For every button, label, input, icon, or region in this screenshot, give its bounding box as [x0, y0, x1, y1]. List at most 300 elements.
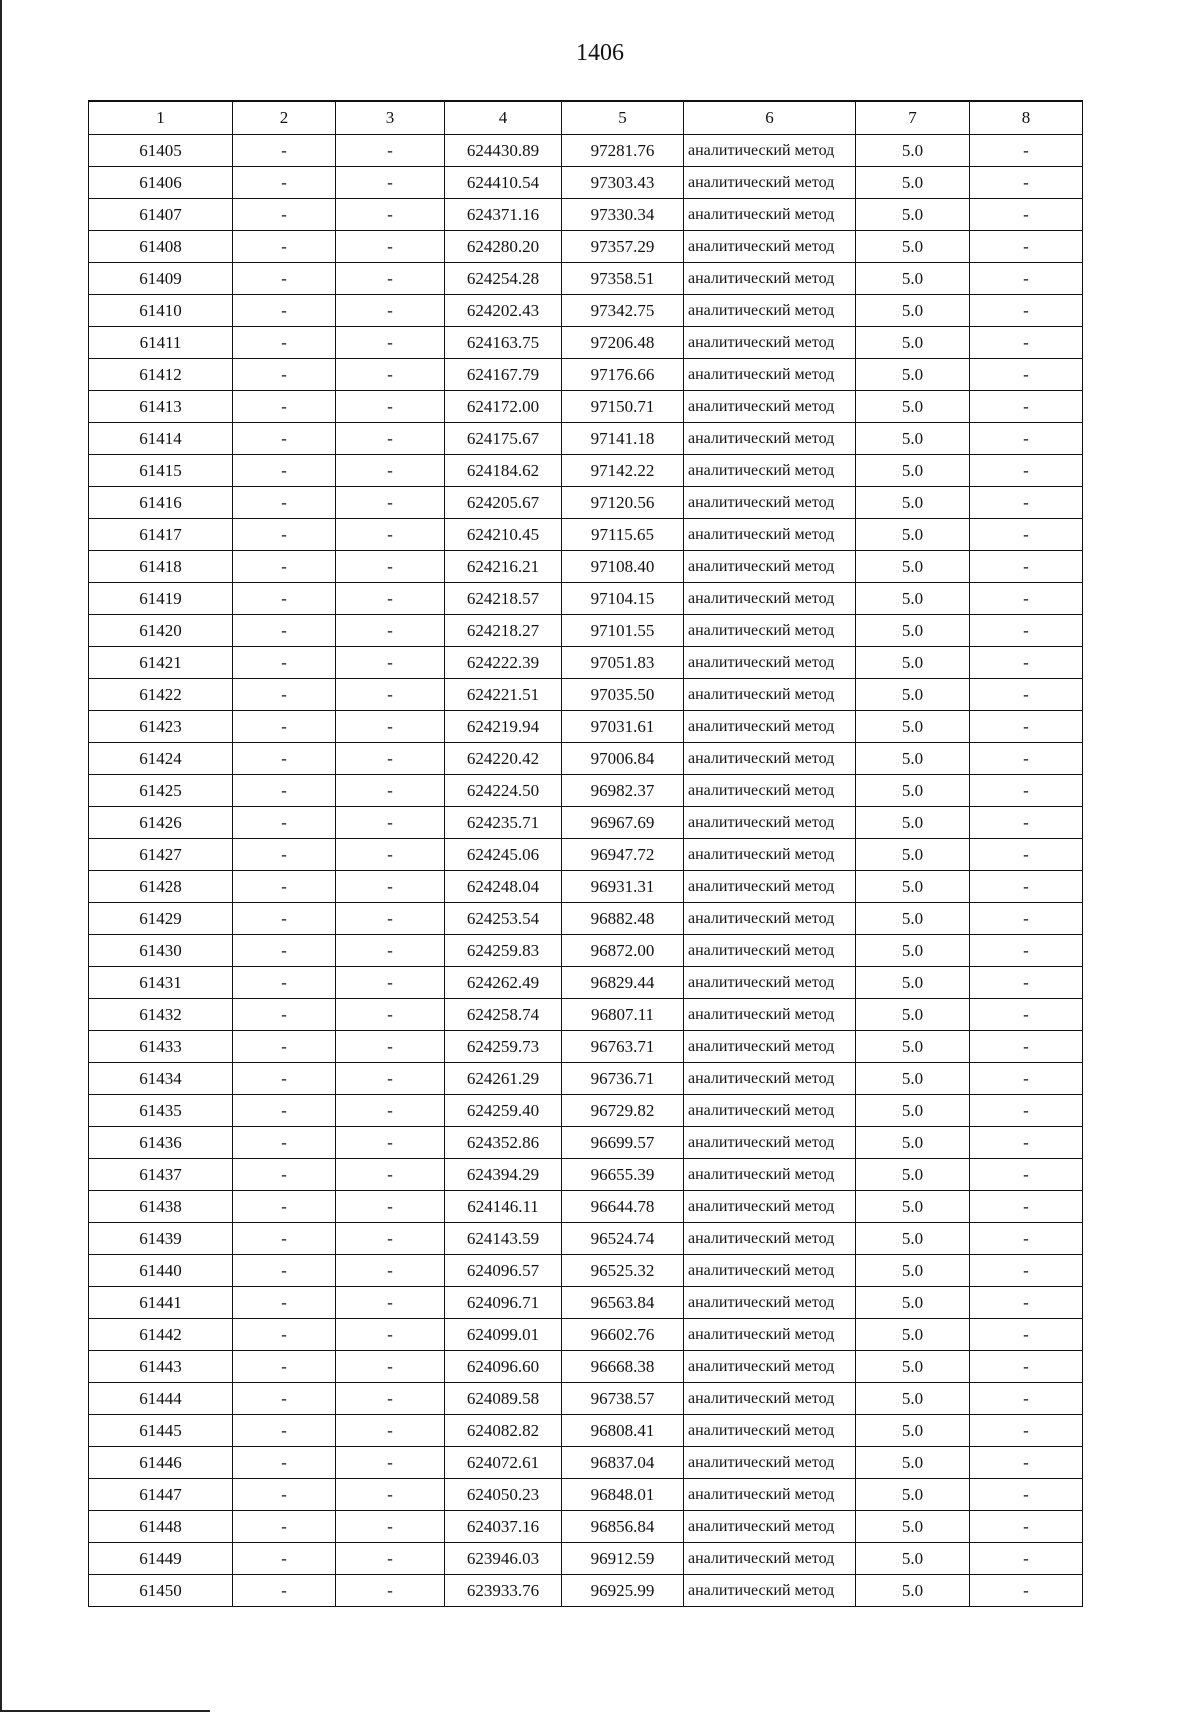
scan-edge-left — [0, 0, 2, 1712]
coordinate-y-cell: 96655.39 — [562, 1159, 684, 1191]
table-row — [89, 487, 1083, 519]
coordinate-x-cell: 623933.76 — [445, 1575, 562, 1607]
method-cell: аналитический метод — [684, 1127, 856, 1159]
coordinate-y-cell: 96837.04 — [562, 1447, 684, 1479]
col-2-value-cell: - — [233, 1287, 336, 1319]
method-cell: аналитический метод — [684, 583, 856, 615]
col-8-value-cell: - — [970, 1543, 1083, 1575]
col-8-value-cell: - — [970, 583, 1083, 615]
method-cell: аналитический метод — [684, 1511, 856, 1543]
coordinate-y-cell: 97120.56 — [562, 487, 684, 519]
col-8-value-cell: - — [970, 871, 1083, 903]
col-8-value-cell: - — [970, 1351, 1083, 1383]
accuracy-value-cell: 5.0 — [856, 839, 970, 871]
table-row — [89, 359, 1083, 391]
col-3-value-cell: - — [336, 871, 445, 903]
col-3-value-cell: - — [336, 1127, 445, 1159]
col-8-value-cell: - — [970, 679, 1083, 711]
col-8-value-cell: - — [970, 359, 1083, 391]
table-row — [89, 1255, 1083, 1287]
col-2-value-cell: - — [233, 1447, 336, 1479]
col-8-value-cell: - — [970, 327, 1083, 359]
col-8-value-cell: - — [970, 1511, 1083, 1543]
coordinate-y-cell: 97035.50 — [562, 679, 684, 711]
coordinate-x-cell: 624082.82 — [445, 1415, 562, 1447]
col-8-value-cell: - — [970, 1383, 1083, 1415]
point-number-cell: 61429 — [89, 903, 233, 935]
col-3-value-cell: - — [336, 1543, 445, 1575]
method-cell: аналитический метод — [684, 743, 856, 775]
col-8-value-cell: - — [970, 1255, 1083, 1287]
col-2-value-cell: - — [233, 807, 336, 839]
col-3-value-cell: - — [336, 1255, 445, 1287]
point-number-cell: 61426 — [89, 807, 233, 839]
method-cell: аналитический метод — [684, 135, 856, 167]
table-row — [89, 1095, 1083, 1127]
table-row — [89, 551, 1083, 583]
col-3-value-cell: - — [336, 1319, 445, 1351]
table-row — [89, 999, 1083, 1031]
table-row — [89, 199, 1083, 231]
column-header-7: 7 — [856, 101, 970, 135]
coordinate-x-cell: 624099.01 — [445, 1319, 562, 1351]
accuracy-value-cell: 5.0 — [856, 359, 970, 391]
accuracy-value-cell: 5.0 — [856, 1031, 970, 1063]
table-row — [89, 871, 1083, 903]
coordinate-x-cell: 624205.67 — [445, 487, 562, 519]
accuracy-value-cell: 5.0 — [856, 1223, 970, 1255]
accuracy-value-cell: 5.0 — [856, 743, 970, 775]
col-8-value-cell: - — [970, 455, 1083, 487]
accuracy-value-cell: 5.0 — [856, 1447, 970, 1479]
table-row — [89, 263, 1083, 295]
column-header-8: 8 — [970, 101, 1083, 135]
point-number-cell: 61439 — [89, 1223, 233, 1255]
col-3-value-cell: - — [336, 775, 445, 807]
col-2-value-cell: - — [233, 1511, 336, 1543]
point-number-cell: 61405 — [89, 135, 233, 167]
col-3-value-cell: - — [336, 263, 445, 295]
col-8-value-cell: - — [970, 199, 1083, 231]
coordinate-y-cell: 96967.69 — [562, 807, 684, 839]
col-8-value-cell: - — [970, 391, 1083, 423]
point-number-cell: 61444 — [89, 1383, 233, 1415]
accuracy-value-cell: 5.0 — [856, 1543, 970, 1575]
col-8-value-cell: - — [970, 743, 1083, 775]
coordinate-x-cell: 624280.20 — [445, 231, 562, 263]
method-cell: аналитический метод — [684, 647, 856, 679]
coordinate-x-cell: 624253.54 — [445, 903, 562, 935]
col-2-value-cell: - — [233, 263, 336, 295]
coordinate-x-cell: 624259.40 — [445, 1095, 562, 1127]
coordinate-y-cell: 96668.38 — [562, 1351, 684, 1383]
accuracy-value-cell: 5.0 — [856, 807, 970, 839]
col-3-value-cell: - — [336, 199, 445, 231]
col-2-value-cell: - — [233, 1415, 336, 1447]
col-8-value-cell: - — [970, 1095, 1083, 1127]
column-header-2: 2 — [233, 101, 336, 135]
coordinate-y-cell: 97330.34 — [562, 199, 684, 231]
col-3-value-cell: - — [336, 807, 445, 839]
col-2-value-cell: - — [233, 1095, 336, 1127]
coordinate-x-cell: 624218.27 — [445, 615, 562, 647]
col-3-value-cell: - — [336, 1479, 445, 1511]
method-cell: аналитический метод — [684, 455, 856, 487]
accuracy-value-cell: 5.0 — [856, 391, 970, 423]
point-number-cell: 61411 — [89, 327, 233, 359]
point-number-cell: 61425 — [89, 775, 233, 807]
table-row — [89, 1159, 1083, 1191]
col-2-value-cell: - — [233, 1191, 336, 1223]
coordinate-y-cell: 97031.61 — [562, 711, 684, 743]
method-cell: аналитический метод — [684, 231, 856, 263]
point-number-cell: 61431 — [89, 967, 233, 999]
coordinate-y-cell: 97176.66 — [562, 359, 684, 391]
coordinate-x-cell: 624248.04 — [445, 871, 562, 903]
col-8-value-cell: - — [970, 295, 1083, 327]
accuracy-value-cell: 5.0 — [856, 1319, 970, 1351]
col-8-value-cell: - — [970, 711, 1083, 743]
coordinate-y-cell: 97141.18 — [562, 423, 684, 455]
coordinate-y-cell: 96699.57 — [562, 1127, 684, 1159]
coordinate-y-cell: 96829.44 — [562, 967, 684, 999]
accuracy-value-cell: 5.0 — [856, 455, 970, 487]
col-2-value-cell: - — [233, 935, 336, 967]
table-row — [89, 1415, 1083, 1447]
col-8-value-cell: - — [970, 999, 1083, 1031]
coordinate-x-cell: 624222.39 — [445, 647, 562, 679]
col-2-value-cell: - — [233, 1255, 336, 1287]
col-2-value-cell: - — [233, 1063, 336, 1095]
accuracy-value-cell: 5.0 — [856, 903, 970, 935]
accuracy-value-cell: 5.0 — [856, 775, 970, 807]
table-header — [89, 101, 1083, 135]
point-number-cell: 61423 — [89, 711, 233, 743]
col-3-value-cell: - — [336, 519, 445, 551]
table-row — [89, 1287, 1083, 1319]
method-cell: аналитический метод — [684, 1031, 856, 1063]
col-2-value-cell: - — [233, 871, 336, 903]
method-cell: аналитический метод — [684, 967, 856, 999]
point-number-cell: 61422 — [89, 679, 233, 711]
method-cell: аналитический метод — [684, 807, 856, 839]
coordinate-y-cell: 97281.76 — [562, 135, 684, 167]
accuracy-value-cell: 5.0 — [856, 551, 970, 583]
table-row — [89, 231, 1083, 263]
col-8-value-cell: - — [970, 551, 1083, 583]
coordinate-y-cell: 96763.71 — [562, 1031, 684, 1063]
col-2-value-cell: - — [233, 1159, 336, 1191]
coordinate-y-cell: 97342.75 — [562, 295, 684, 327]
method-cell: аналитический метод — [684, 1159, 856, 1191]
point-number-cell: 61438 — [89, 1191, 233, 1223]
coordinate-x-cell: 624221.51 — [445, 679, 562, 711]
accuracy-value-cell: 5.0 — [856, 967, 970, 999]
col-3-value-cell: - — [336, 327, 445, 359]
col-3-value-cell: - — [336, 935, 445, 967]
col-3-value-cell: - — [336, 359, 445, 391]
col-2-value-cell: - — [233, 1319, 336, 1351]
coordinate-x-cell: 624394.29 — [445, 1159, 562, 1191]
point-number-cell: 61409 — [89, 263, 233, 295]
point-number-cell: 61420 — [89, 615, 233, 647]
method-cell: аналитический метод — [684, 1415, 856, 1447]
col-3-value-cell: - — [336, 487, 445, 519]
point-number-cell: 61432 — [89, 999, 233, 1031]
point-number-cell: 61447 — [89, 1479, 233, 1511]
col-2-value-cell: - — [233, 327, 336, 359]
coordinate-x-cell: 624235.71 — [445, 807, 562, 839]
method-cell: аналитический метод — [684, 679, 856, 711]
col-8-value-cell: - — [970, 903, 1083, 935]
table-row — [89, 167, 1083, 199]
col-2-value-cell: - — [233, 1031, 336, 1063]
table-row — [89, 583, 1083, 615]
col-2-value-cell: - — [233, 1223, 336, 1255]
coordinate-y-cell: 97006.84 — [562, 743, 684, 775]
accuracy-value-cell: 5.0 — [856, 1159, 970, 1191]
point-number-cell: 61434 — [89, 1063, 233, 1095]
point-number-cell: 61415 — [89, 455, 233, 487]
col-2-value-cell: - — [233, 999, 336, 1031]
coordinate-x-cell: 624167.79 — [445, 359, 562, 391]
col-3-value-cell: - — [336, 423, 445, 455]
col-2-value-cell: - — [233, 135, 336, 167]
coordinate-x-cell: 624072.61 — [445, 1447, 562, 1479]
coordinate-y-cell: 96644.78 — [562, 1191, 684, 1223]
accuracy-value-cell: 5.0 — [856, 1415, 970, 1447]
accuracy-value-cell: 5.0 — [856, 167, 970, 199]
coordinate-x-cell: 624262.49 — [445, 967, 562, 999]
accuracy-value-cell: 5.0 — [856, 615, 970, 647]
col-3-value-cell: - — [336, 999, 445, 1031]
method-cell: аналитический метод — [684, 1319, 856, 1351]
method-cell: аналитический метод — [684, 423, 856, 455]
coordinate-y-cell: 96882.48 — [562, 903, 684, 935]
table-row — [89, 679, 1083, 711]
col-3-value-cell: - — [336, 231, 445, 263]
col-3-value-cell: - — [336, 967, 445, 999]
coordinate-x-cell: 624146.11 — [445, 1191, 562, 1223]
method-cell: аналитический метод — [684, 1223, 856, 1255]
col-8-value-cell: - — [970, 1063, 1083, 1095]
table-body — [89, 135, 1083, 1607]
col-3-value-cell: - — [336, 135, 445, 167]
col-8-value-cell: - — [970, 263, 1083, 295]
accuracy-value-cell: 5.0 — [856, 519, 970, 551]
table-row — [89, 1319, 1083, 1351]
method-cell: аналитический метод — [684, 1479, 856, 1511]
coordinate-x-cell: 624218.57 — [445, 583, 562, 615]
point-number-cell: 61449 — [89, 1543, 233, 1575]
col-8-value-cell: - — [970, 935, 1083, 967]
accuracy-value-cell: 5.0 — [856, 199, 970, 231]
col-8-value-cell: - — [970, 1319, 1083, 1351]
accuracy-value-cell: 5.0 — [856, 935, 970, 967]
col-2-value-cell: - — [233, 1479, 336, 1511]
col-8-value-cell: - — [970, 423, 1083, 455]
point-number-cell: 61442 — [89, 1319, 233, 1351]
coordinate-y-cell: 97150.71 — [562, 391, 684, 423]
col-8-value-cell: - — [970, 1127, 1083, 1159]
coordinate-y-cell: 96947.72 — [562, 839, 684, 871]
table-row — [89, 1063, 1083, 1095]
coordinate-y-cell: 96729.82 — [562, 1095, 684, 1127]
coordinate-x-cell: 624175.67 — [445, 423, 562, 455]
col-3-value-cell: - — [336, 1063, 445, 1095]
point-number-cell: 61407 — [89, 199, 233, 231]
col-8-value-cell: - — [970, 647, 1083, 679]
col-8-value-cell: - — [970, 519, 1083, 551]
coordinate-y-cell: 97142.22 — [562, 455, 684, 487]
coordinate-y-cell: 96925.99 — [562, 1575, 684, 1607]
point-number-cell: 61435 — [89, 1095, 233, 1127]
col-3-value-cell: - — [336, 455, 445, 487]
coordinate-y-cell: 97303.43 — [562, 167, 684, 199]
point-number-cell: 61430 — [89, 935, 233, 967]
coordinate-x-cell: 624216.21 — [445, 551, 562, 583]
col-2-value-cell: - — [233, 487, 336, 519]
coordinate-y-cell: 96856.84 — [562, 1511, 684, 1543]
col-2-value-cell: - — [233, 423, 336, 455]
accuracy-value-cell: 5.0 — [856, 487, 970, 519]
method-cell: аналитический метод — [684, 999, 856, 1031]
coordinate-x-cell: 624352.86 — [445, 1127, 562, 1159]
coordinate-y-cell: 96872.00 — [562, 935, 684, 967]
coordinate-x-cell: 624096.71 — [445, 1287, 562, 1319]
table-row — [89, 423, 1083, 455]
col-8-value-cell: - — [970, 1031, 1083, 1063]
table-row — [89, 1543, 1083, 1575]
method-cell: аналитический метод — [684, 1351, 856, 1383]
method-cell: аналитический метод — [684, 839, 856, 871]
col-2-value-cell: - — [233, 391, 336, 423]
coordinate-y-cell: 96738.57 — [562, 1383, 684, 1415]
col-3-value-cell: - — [336, 743, 445, 775]
col-3-value-cell: - — [336, 615, 445, 647]
method-cell: аналитический метод — [684, 1287, 856, 1319]
point-number-cell: 61427 — [89, 839, 233, 871]
coordinate-x-cell: 624172.00 — [445, 391, 562, 423]
point-number-cell: 61414 — [89, 423, 233, 455]
coordinate-y-cell: 97108.40 — [562, 551, 684, 583]
table-row — [89, 807, 1083, 839]
method-cell: аналитический метод — [684, 167, 856, 199]
col-3-value-cell: - — [336, 1191, 445, 1223]
accuracy-value-cell: 5.0 — [856, 1575, 970, 1607]
method-cell: аналитический метод — [684, 1575, 856, 1607]
accuracy-value-cell: 5.0 — [856, 999, 970, 1031]
col-3-value-cell: - — [336, 1575, 445, 1607]
table-row — [89, 967, 1083, 999]
table-row — [89, 711, 1083, 743]
accuracy-value-cell: 5.0 — [856, 711, 970, 743]
col-3-value-cell: - — [336, 391, 445, 423]
table-row — [89, 1191, 1083, 1223]
col-2-value-cell: - — [233, 1383, 336, 1415]
col-2-value-cell: - — [233, 1127, 336, 1159]
table-row — [89, 135, 1083, 167]
method-cell: аналитический метод — [684, 327, 856, 359]
table-row — [89, 519, 1083, 551]
col-2-value-cell: - — [233, 551, 336, 583]
col-8-value-cell: - — [970, 1575, 1083, 1607]
coordinate-x-cell: 624163.75 — [445, 327, 562, 359]
table-row — [89, 327, 1083, 359]
point-number-cell: 61416 — [89, 487, 233, 519]
coordinate-x-cell: 624410.54 — [445, 167, 562, 199]
coordinate-y-cell: 97104.15 — [562, 583, 684, 615]
col-3-value-cell: - — [336, 647, 445, 679]
method-cell: аналитический метод — [684, 1447, 856, 1479]
method-cell: аналитический метод — [684, 391, 856, 423]
col-3-value-cell: - — [336, 679, 445, 711]
accuracy-value-cell: 5.0 — [856, 327, 970, 359]
point-number-cell: 61408 — [89, 231, 233, 263]
col-3-value-cell: - — [336, 1159, 445, 1191]
col-3-value-cell: - — [336, 167, 445, 199]
col-8-value-cell: - — [970, 1159, 1083, 1191]
coordinate-x-cell: 624037.16 — [445, 1511, 562, 1543]
point-number-cell: 61440 — [89, 1255, 233, 1287]
point-number-cell: 61419 — [89, 583, 233, 615]
point-number-cell: 61450 — [89, 1575, 233, 1607]
table-row — [89, 1223, 1083, 1255]
col-8-value-cell: - — [970, 1479, 1083, 1511]
coordinate-x-cell: 624258.74 — [445, 999, 562, 1031]
col-2-value-cell: - — [233, 647, 336, 679]
method-cell: аналитический метод — [684, 1063, 856, 1095]
coordinate-x-cell: 624143.59 — [445, 1223, 562, 1255]
coordinate-y-cell: 96736.71 — [562, 1063, 684, 1095]
accuracy-value-cell: 5.0 — [856, 135, 970, 167]
coordinate-x-cell: 624220.42 — [445, 743, 562, 775]
col-8-value-cell: - — [970, 1415, 1083, 1447]
col-2-value-cell: - — [233, 519, 336, 551]
col-2-value-cell: - — [233, 295, 336, 327]
col-3-value-cell: - — [336, 1031, 445, 1063]
coordinate-y-cell: 96808.41 — [562, 1415, 684, 1447]
col-8-value-cell: - — [970, 775, 1083, 807]
col-2-value-cell: - — [233, 583, 336, 615]
col-2-value-cell: - — [233, 1543, 336, 1575]
coordinate-x-cell: 624224.50 — [445, 775, 562, 807]
col-8-value-cell: - — [970, 231, 1083, 263]
col-3-value-cell: - — [336, 1223, 445, 1255]
point-number-cell: 61410 — [89, 295, 233, 327]
table-row — [89, 1351, 1083, 1383]
coordinate-x-cell: 624050.23 — [445, 1479, 562, 1511]
col-8-value-cell: - — [970, 1223, 1083, 1255]
table-row — [89, 775, 1083, 807]
accuracy-value-cell: 5.0 — [856, 871, 970, 903]
method-cell: аналитический метод — [684, 199, 856, 231]
table-row — [89, 1575, 1083, 1607]
method-cell: аналитический метод — [684, 1383, 856, 1415]
method-cell: аналитический метод — [684, 551, 856, 583]
point-number-cell: 61445 — [89, 1415, 233, 1447]
col-3-value-cell: - — [336, 583, 445, 615]
coordinate-x-cell: 624245.06 — [445, 839, 562, 871]
method-cell: аналитический метод — [684, 519, 856, 551]
col-2-value-cell: - — [233, 167, 336, 199]
point-number-cell: 61448 — [89, 1511, 233, 1543]
coordinate-y-cell: 96602.76 — [562, 1319, 684, 1351]
coordinate-x-cell: 624259.73 — [445, 1031, 562, 1063]
coordinate-y-cell: 96524.74 — [562, 1223, 684, 1255]
table-row — [89, 1031, 1083, 1063]
coordinate-y-cell: 97206.48 — [562, 327, 684, 359]
